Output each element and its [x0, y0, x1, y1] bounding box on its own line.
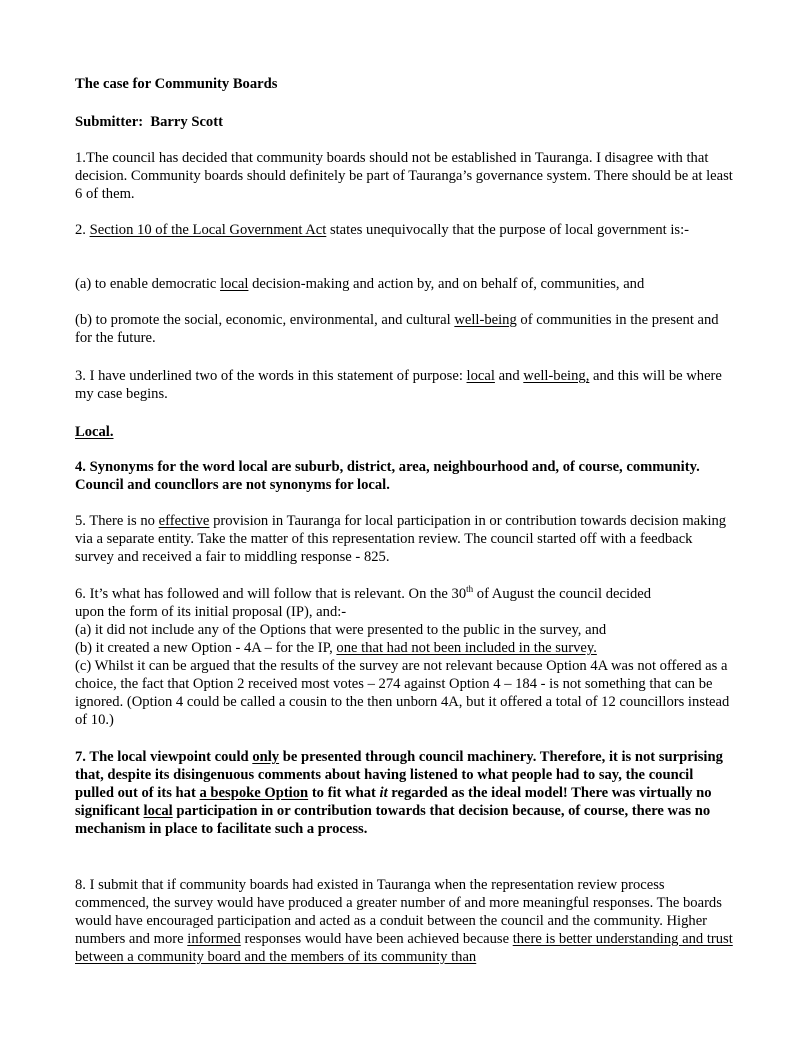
local-government-act-reference: Section 10 of the Local Government Act	[89, 222, 327, 238]
paragraph-5-post: provision in Tauranga for local participation in or contribution towards decision making via a separate entity. Take the matter of this representation review. The council started off with a feedback survey and received a fair to middling response - 825.	[75, 513, 727, 565]
paragraph-2-number: 2.	[75, 222, 86, 238]
section-heading-local: Local.	[75, 424, 114, 440]
purpose-b-underlined: well-being	[454, 312, 517, 328]
submitter-line	[75, 113, 735, 131]
paragraph-3-pre: 3. I have underlined two of the words in this statement of purpose:	[75, 368, 463, 384]
paragraph-6-item-c: (c) Whilst it can be argued that the results of the survey are not relevant because Option 4A was not offered as a choice, the fact that Option 2 received most votes – 274 against Option 4 – 184 - is not something that can be ignored. (Option 4 could be called a cousin to the then unborn 4A, but it offered a total of 12 councillors instead of 10.)	[75, 658, 730, 728]
paragraph-7	[75, 748, 735, 838]
purpose-a-pre: (a) to enable democratic	[75, 276, 217, 292]
paragraph-6-item-a: (a) it did not include any of the Options that were presented to the public in the survey, and	[75, 622, 607, 638]
paragraph-8-mid: responses would have been achieved because	[244, 931, 510, 947]
submitter-label: Submitter:	[75, 114, 144, 130]
purpose-a-underlined: local	[220, 276, 249, 292]
document-title: The case for Community Boards	[75, 76, 278, 92]
paragraph-7-s4: regarded as the ideal model! There was virtually no significant	[75, 785, 712, 819]
paragraph-8	[75, 876, 735, 966]
paragraph-2-text: states unequivocally that the purpose of local government is:-	[329, 222, 690, 238]
purpose-b-pre: (b) to promote the social, economic, environmental, and cultural	[75, 312, 451, 328]
paragraph-6-ordinal: th	[466, 584, 474, 595]
paragraph-7-s5: participation in or contribution towards that decision because, of course, there was no mechanism in place to facilitate such a process.	[75, 803, 711, 837]
paragraph-6-line-2: upon the form of its initial proposal (IP), and:-	[75, 604, 347, 620]
paragraph-6-post: of August the council decided	[476, 586, 652, 602]
paragraph-7-s3: to fit what	[311, 785, 376, 801]
paragraph-6	[75, 585, 735, 729]
purpose-b-post: of communities in the present and for the future.	[75, 312, 719, 346]
paragraph-6-item-b	[75, 639, 735, 657]
paragraph-6-line-1	[75, 585, 735, 603]
paragraph-2	[75, 221, 735, 239]
paragraph-3-mid: and	[498, 368, 520, 384]
paragraph-3	[75, 367, 735, 403]
paragraph-6-item-b-underlined: one that had not been included in the survey.	[336, 640, 597, 656]
paragraph-7-italic: it	[379, 785, 388, 801]
paragraph-6-item-b-pre: (b) it created a new Option - 4A – for the IP,	[75, 640, 333, 656]
paragraph-7-s2: be presented through council machinery. Therefore, it is not surprising that, despite its disingenuous comments about having listened to what people had to say, the council pulled out of its hat	[75, 749, 723, 801]
paragraph-8-pre: 8. I submit that if community boards had existed in Tauranga when the representation review process commenced, the survey would have produced a greater number of and more meaningful responses. The boards would have encouraged participation and acted as a conduit between the council and the community. Higher numbers and more	[75, 877, 722, 947]
paragraph-7-s1: 7. The local viewpoint could	[75, 749, 249, 765]
paragraph-5-pre: 5. There is no	[75, 513, 155, 529]
paragraph-3-post: and this will be where my case begins.	[75, 368, 722, 402]
purpose-b	[75, 311, 735, 347]
paragraph-7-underlined-option: a bespoke Option	[199, 785, 309, 801]
paragraph-7-underlined-only: only	[252, 749, 280, 765]
paragraph-4: 4. Synonyms for the word local are suburb, district, area, neighbourhood and, of course, community. Council and councllors are not synonyms for local.	[75, 459, 700, 493]
paragraph-5-underlined: effective	[158, 513, 210, 529]
paragraph-3-underlined-wellbeing: well-being,	[523, 368, 590, 384]
paragraph-8-underlined-trust: there is better understanding and trust between a community board and the members of its community than	[75, 931, 733, 965]
submitter-name: Barry Scott	[150, 114, 223, 130]
paragraph-5	[75, 512, 735, 566]
purpose-a	[75, 275, 735, 293]
paragraph-8-underlined-informed: informed	[187, 931, 241, 947]
purpose-a-post: decision-making and action by, and on behalf of, communities, and	[252, 276, 645, 292]
paragraph-3-underlined-local: local	[466, 368, 495, 384]
paragraph-1: 1.The council has decided that community boards should not be established in Tauranga. I disagree with that decision. Community boards should definitely be part of Tauranga’s governance system. There should be at least 6 of them.	[75, 150, 733, 202]
paragraph-7-underlined-local: local	[143, 803, 173, 819]
paragraph-6-pre: 6. It’s what has followed and will follow that is relevant. On the 30	[75, 586, 467, 602]
